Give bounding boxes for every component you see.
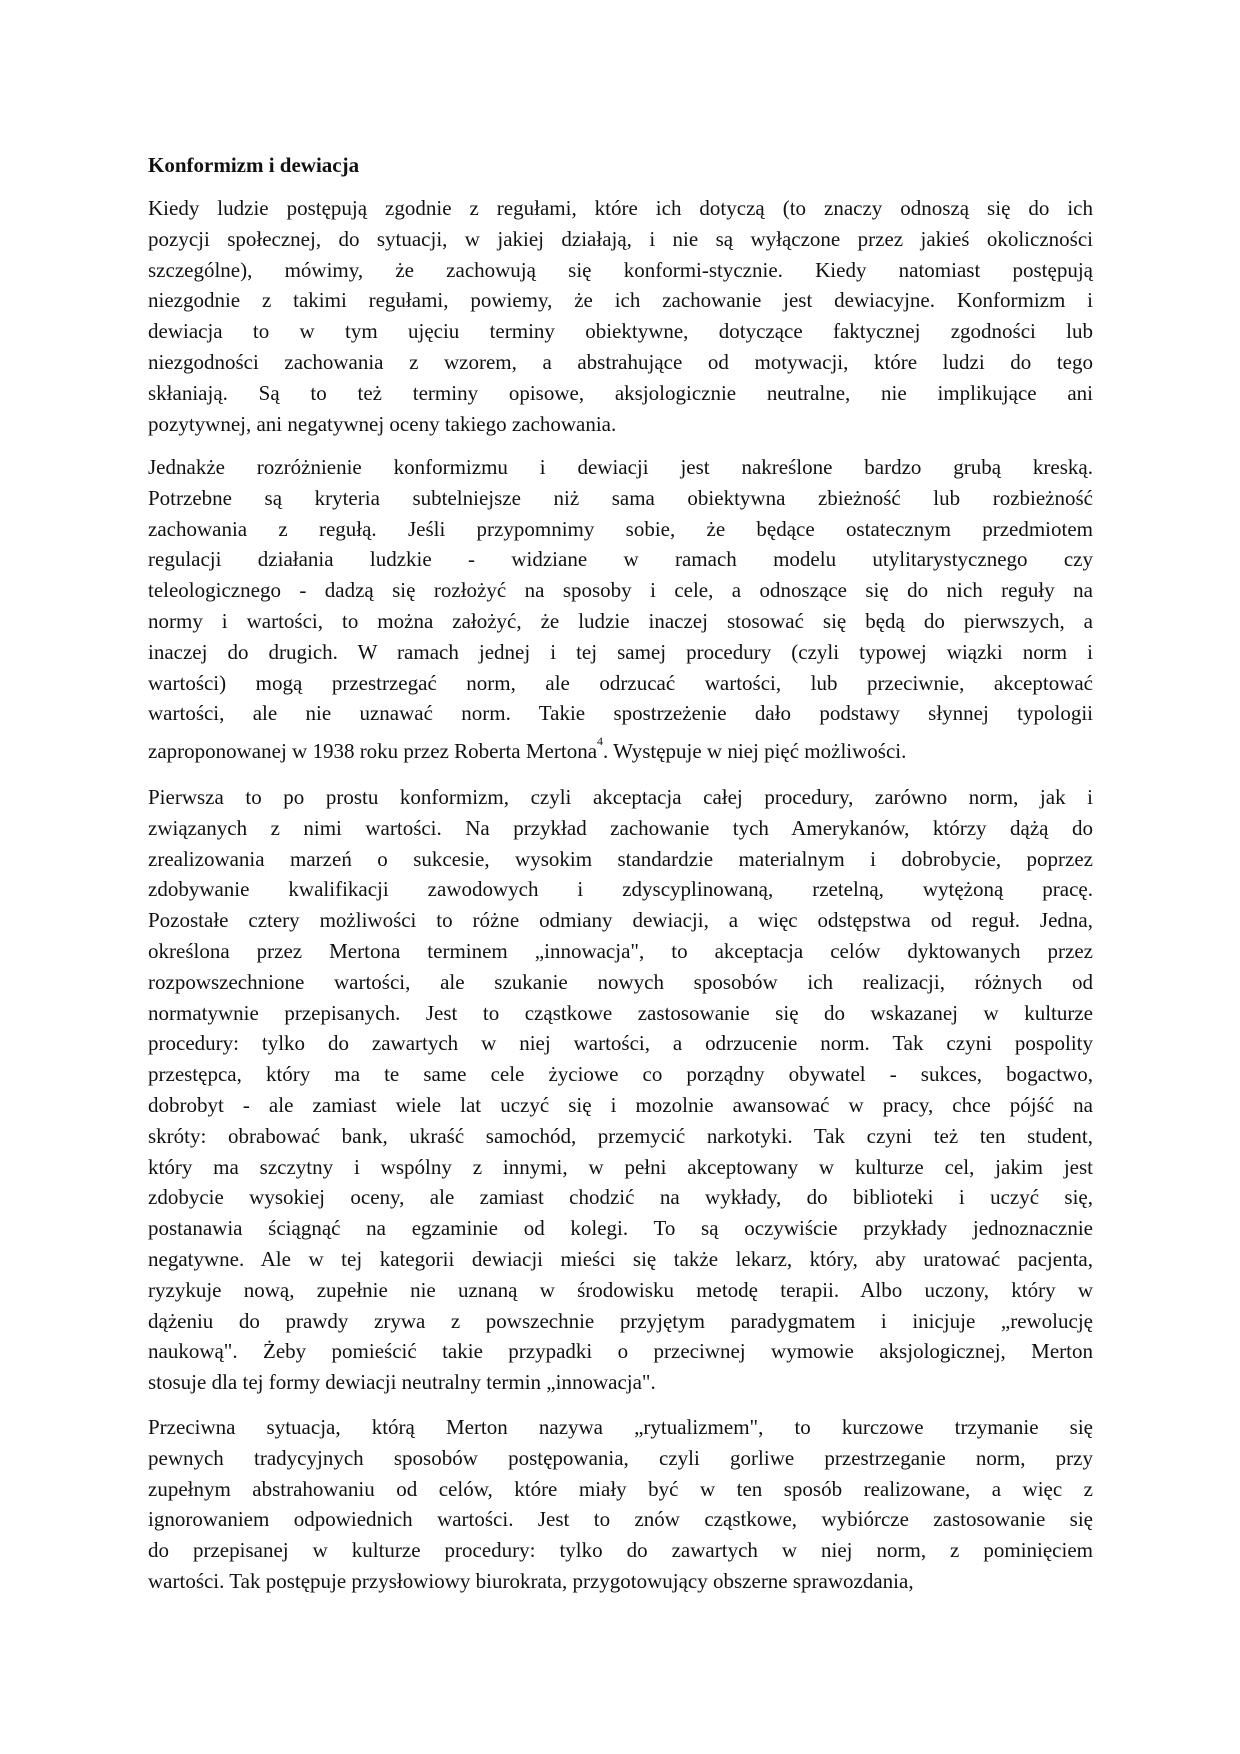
text-line: pewnych tradycyjnych sposobów postępowania, czyli gorliwe przestrzeganie norm, przy xyxy=(148,1445,1093,1470)
paragraph-3 xyxy=(148,782,1093,1398)
text-line: niezgodnie z takimi regułami, powiemy, że ich zachowanie jest dewiacyjne. Konformizm i xyxy=(148,288,1093,313)
text-line: do przepisanej w kulturze procedury: tylko do zawartych w niej norm, z pominięciem xyxy=(148,1538,1093,1563)
text-line: zachowania z regułą. Jeśli przypomnimy sobie, że będące ostatecznym przedmiotem xyxy=(148,516,1093,541)
text-line: Pozostałe cztery możliwości to różne odmiany dewiacji, a więc odstępstwa od reguł. Jedna, xyxy=(148,908,1093,933)
text-line: pozycji społecznej, do sytuacji, w jakiej działają, i nie są wyłączone przez jakieś okoliczności xyxy=(148,226,1093,251)
text-line: wartości, ale nie uznawać norm. Takie spostrzeżenie dało podstawy słynnej typologii xyxy=(148,701,1093,726)
text-line: pozytywnej, ani negatywnej oceny takiego zachowania. xyxy=(148,411,617,436)
text-line: zdobywanie kwalifikacji zawodowych i zdyscyplinowaną, rzetelną, wytężoną pracę. xyxy=(148,877,1093,902)
text-line: naukową". Żeby pomieścić takie przypadki o przeciwnej wymowie aksjologicznej, Merton xyxy=(148,1339,1093,1364)
text-line: dążeniu do prawdy zrywa z powszechnie przyjętym paradygmatem i inicjuje „rewolucję xyxy=(148,1308,1093,1333)
paragraph-4 xyxy=(148,1412,1093,1597)
text-line: przestępca, który ma te same cele życiowe co porządny obywatel - sukces, bogactwo, xyxy=(148,1062,1093,1087)
text-line xyxy=(148,729,1093,765)
text-line: rozpowszechnione wartości, ale szukanie nowych sposobów ich realizacji, różnych od xyxy=(148,969,1093,994)
text-segment: . Występuje w niej pięć możliwości. xyxy=(603,739,907,764)
text-line: wartości. Tak postępuje przysłowiowy biurokrata, przygotowujący obszerne sprawozdania, xyxy=(148,1568,914,1593)
text-line: wartości) mogą przestrzegać norm, ale odrzucać wartości, lub przeciwnie, akceptować xyxy=(148,670,1093,695)
text-line: normatywnie przepisanych. Jest to cząstkowe zastosowanie się do wskazanej w kulturze xyxy=(148,1000,1093,1025)
text-line: stosuje dla tej formy dewiacji neutralny termin „innowacja". xyxy=(148,1370,656,1395)
text-line: niezgodności zachowania z wzorem, a abstrahujące od motywacji, które ludzi do tego xyxy=(148,349,1093,374)
text-line: skłaniają. Są to też terminy opisowe, aksjologicznie neutralne, nie implikujące ani xyxy=(148,380,1093,405)
text-line: skróty: obrabować bank, ukraść samochód, przemycić narkotyki. Tak czyni też ten student, xyxy=(148,1123,1093,1148)
paragraph-1 xyxy=(148,193,1093,439)
text-line: Przeciwna sytuacja, którą Merton nazywa „rytualizmem", to kurczowe trzymanie się xyxy=(148,1415,1093,1439)
text-line: normy i wartości, to można założyć, że ludzie inaczej stosować się będą do pierwszych, a xyxy=(148,608,1093,633)
text-line: negatywne. Ale w tej kategorii dewiacji mieści się także lekarz, który, aby uratować pacjenta, xyxy=(148,1246,1093,1271)
text-line: ryzykuje nową, zupełnie nie uznaną w środowisku metodę terapii. Albo uczony, który w xyxy=(148,1277,1093,1302)
text-line: zupełnym abstrahowaniu od celów, które miały być w ten sposób realizowane, a więc z xyxy=(148,1476,1093,1501)
text-line: zdobycie wysokiej oceny, ale zamiast chodzić na wykłady, do biblioteki i uczyć się, xyxy=(148,1185,1093,1210)
text-line: związanych z nimi wartości. Na przykład zachowanie tych Amerykanów, którzy dążą do xyxy=(148,815,1093,840)
text-line: dewiacja to w tym ujęciu terminy obiektywne, dotyczące faktycznej zgodności lub xyxy=(148,319,1093,344)
text-line: ignorowaniem odpowiednich wartości. Jest to znów cząstkowe, wybiórcze zastosowanie się xyxy=(148,1507,1093,1532)
text-line: Kiedy ludzie postępują zgodnie z regułami, które ich dotyczą (to znaczy odnoszą się do ich xyxy=(148,196,1093,220)
document-title: Konformizm i dewiacja xyxy=(148,153,360,177)
text-line: Jednakże rozróżnienie konformizmu i dewiacji jest nakreślone bardzo grubą kreską. xyxy=(148,455,1093,479)
text-line: Potrzebne są kryteria subtelniejsze niż sama obiektywna zbieżność lub rozbieżność xyxy=(148,485,1093,510)
text-line: szczególne), mówimy, że zachowują się konformi-stycznie. Kiedy natomiast postępują xyxy=(148,257,1093,282)
text-line: regulacji działania ludzkie - widziane w ramach modelu utylitarystycznego czy xyxy=(148,547,1093,572)
paragraph-2 xyxy=(148,452,1093,765)
text-segment: zaproponowanej w 1938 roku przez Roberta Mertona xyxy=(148,739,598,764)
text-line: dobrobyt - ale zamiast wiele lat uczyć się i mozolnie awansować w pracy, chce pójść na xyxy=(148,1092,1093,1117)
text-line: teleologicznego - dadzą się rozłożyć na sposoby i cele, a odnoszące się do nich reguły na xyxy=(148,578,1093,603)
text-line: procedury: tylko do zawartych w niej wartości, a odrzucenie norm. Tak czyni pospolity xyxy=(148,1031,1093,1056)
text-line: który ma szczytny i wspólny z innymi, w pełni akceptowany w kulturze cel, jakim jest xyxy=(148,1154,1093,1179)
footnote-reference[interactable]: 4 xyxy=(597,734,604,749)
text-line: zrealizowania marzeń o sukcesie, wysokim standardzie materialnym i dobrobycie, poprzez xyxy=(148,846,1093,871)
text-line: postanawia ściągnąć na egzaminie od kolegi. To są oczywiście przykłady jednoznacznie xyxy=(148,1216,1093,1241)
text-line: Pierwsza to po prostu konformizm, czyli akceptacja całej procedury, zarówno norm, jak i xyxy=(148,785,1093,809)
text-line: określona przez Mertona terminem „innowacja", to akceptacja celów dyktowanych przez xyxy=(148,938,1093,963)
text-line: inaczej do drugich. W ramach jednej i tej samej procedury (czyli typowej wiązki norm i xyxy=(148,639,1093,664)
